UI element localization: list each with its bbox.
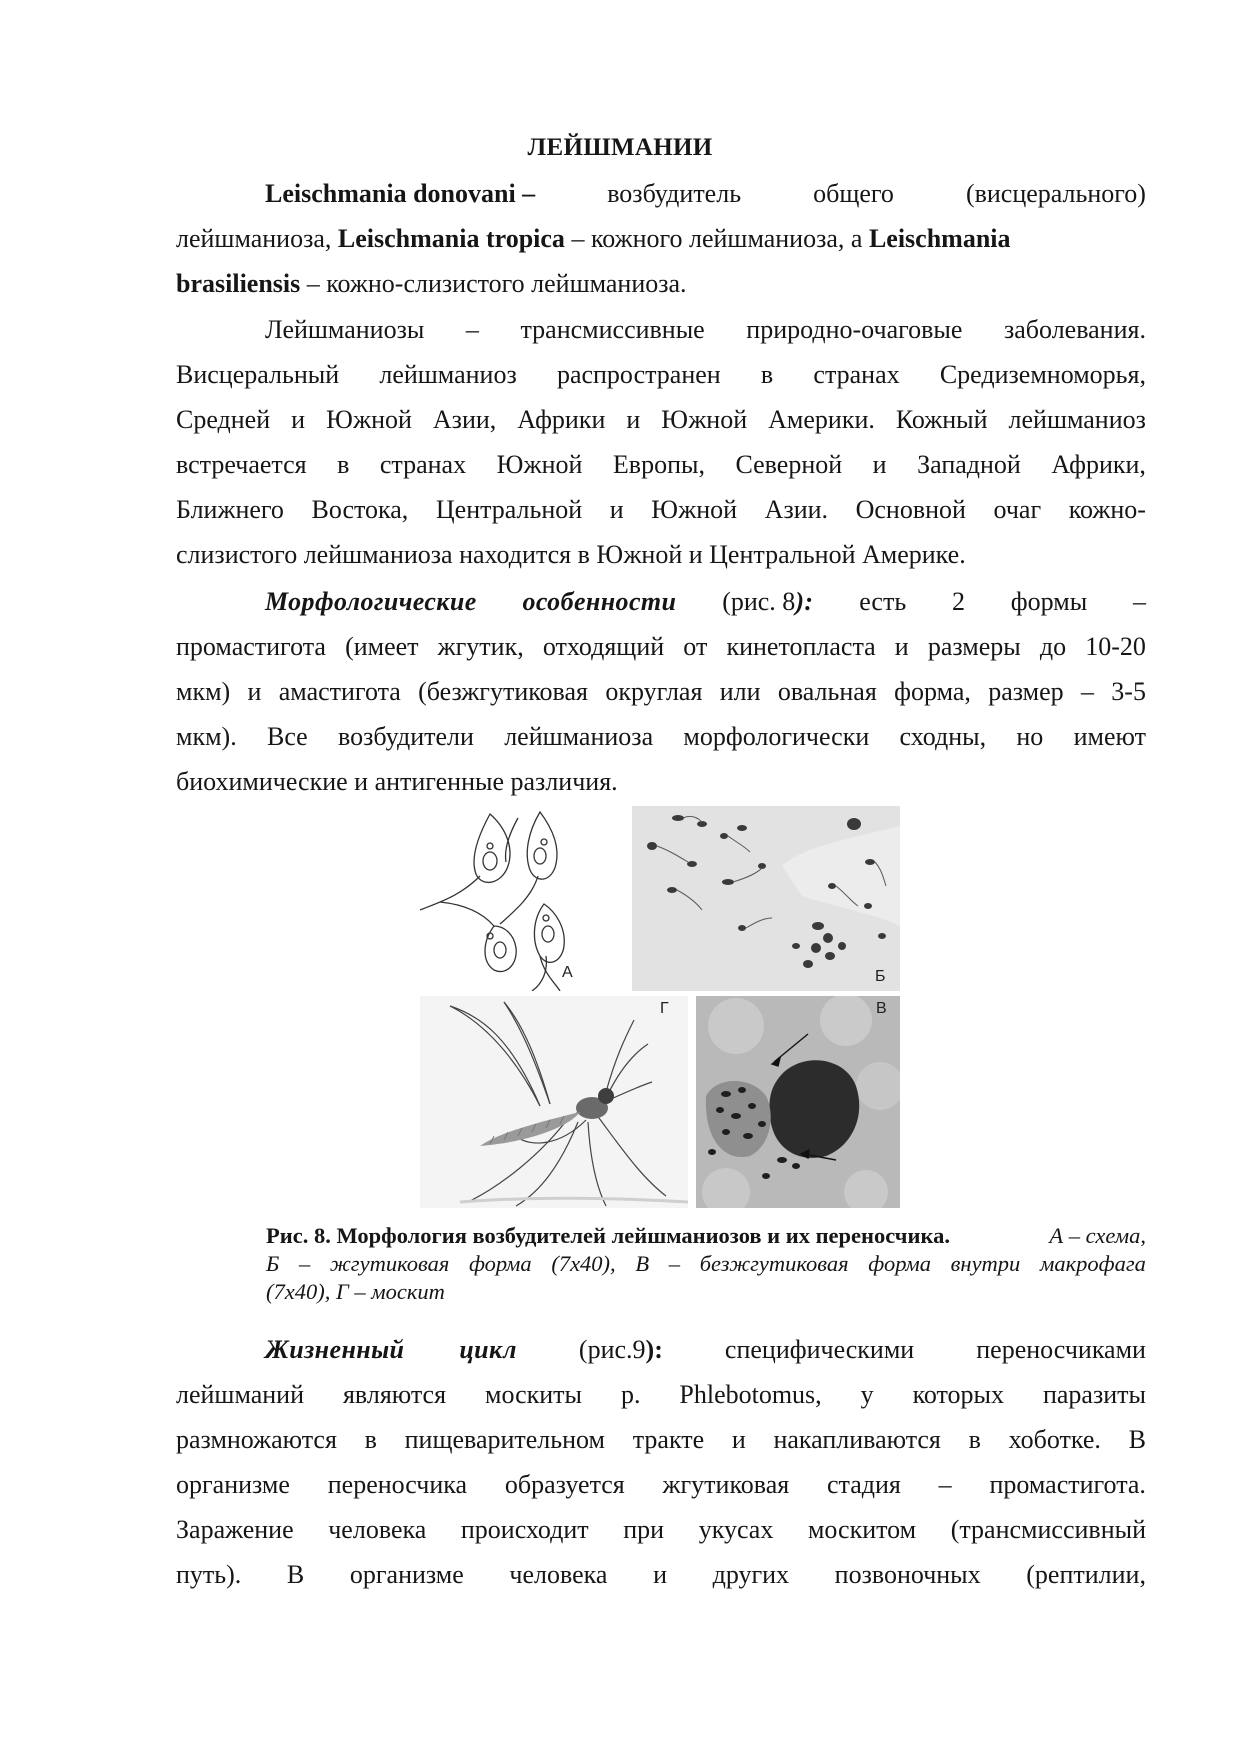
text-span: происходит (460, 1515, 589, 1544)
paragraph-line (176, 216, 1146, 261)
text-span: отходящий (542, 632, 665, 661)
text-span: природно-очаговые (746, 315, 963, 344)
paragraph-line (176, 1372, 1146, 1417)
text-span: В (635, 1251, 650, 1276)
text-span: (7х40), Г – москит (266, 1279, 445, 1304)
caption-line (266, 1250, 1146, 1278)
panel-label-v: В (876, 1000, 887, 1017)
text-span: стадия (827, 1470, 901, 1499)
figure-panel-g-sandfly (420, 996, 688, 1208)
text-span: Средней (176, 405, 271, 434)
text-span: – (938, 1470, 952, 1499)
figure-8 (420, 806, 900, 1208)
text-span: Кожный (895, 405, 988, 434)
text-span: – (298, 1251, 311, 1276)
text-span: Азии, (432, 405, 497, 434)
paragraph-2 (176, 307, 1146, 577)
text-span: (имеет (345, 632, 419, 661)
figure-panel-a-scheme (420, 806, 618, 991)
panel-label-g: Г (660, 1000, 669, 1017)
text-span: или (719, 677, 761, 706)
text-span: Центральной (435, 495, 583, 524)
text-span: хоботке. (1008, 1425, 1101, 1454)
caption-line (266, 1278, 1146, 1306)
text-span: р. (620, 1380, 641, 1409)
text-span: Средиземноморья, (939, 360, 1146, 389)
sandfly-drawing (420, 996, 688, 1208)
text-span: форма (868, 1251, 931, 1276)
paragraph-line (176, 171, 1146, 216)
text-span: – (465, 315, 479, 344)
text-span: внутри (950, 1251, 1021, 1276)
text-span: (рептилии, (1026, 1560, 1146, 1589)
text-span: безжгутиковая (699, 1251, 849, 1276)
caption-title: Рис. 8. Морфология возбудителей лейшманиозов и их переносчика. (266, 1223, 950, 1248)
text-span: биохимические и антигенные различия. (176, 767, 618, 796)
text-span: в (760, 360, 774, 389)
text-span: человека (328, 1515, 427, 1544)
text-span: – (1080, 677, 1094, 706)
paragraph-line (176, 532, 1146, 577)
text-span: овальная (777, 677, 877, 706)
panel-label-a: А (562, 964, 573, 981)
text-span: макрофага (1039, 1251, 1146, 1276)
text-span: – (668, 1251, 681, 1276)
text-span: (трансмиссивный (950, 1515, 1146, 1544)
text-span: округлая (605, 677, 703, 706)
text-span: укусах (698, 1515, 774, 1544)
text-span: (рис. 8 (722, 587, 796, 616)
paragraph-line (176, 1327, 1146, 1372)
paragraph-line (176, 1507, 1146, 1552)
paragraph-1 (176, 171, 1146, 306)
text-span: возбудитель (607, 179, 742, 208)
paragraph-line (176, 669, 1146, 714)
text-span: но (1016, 722, 1044, 751)
text-span: и (731, 1425, 746, 1454)
text-span: лейшманиоза, (176, 224, 338, 253)
caption-line (266, 1222, 1146, 1250)
text-span: размеры (927, 632, 1021, 661)
paragraph-line (176, 714, 1146, 759)
text-span: накапливаются (773, 1425, 941, 1454)
promastigote-scheme-drawing (420, 806, 618, 991)
text-span: Все (266, 722, 308, 751)
text-span: Leischmania (868, 224, 1011, 253)
text-span: и (609, 495, 624, 524)
text-span: амастигота (278, 677, 401, 706)
paragraph-line (176, 624, 1146, 669)
text-span: размножаются (176, 1425, 337, 1454)
text-span: 2 (951, 587, 965, 616)
text-span: жгутиковая (662, 1470, 790, 1499)
text-span: и (291, 405, 306, 434)
text-span: 10-20 (1085, 632, 1146, 661)
text-span: при (623, 1515, 665, 1544)
text-span: человека (509, 1560, 608, 1589)
paragraph-line (176, 307, 1146, 352)
figure-panel-b-flagellate-micrograph (632, 806, 900, 991)
text-span: кинетопласта (726, 632, 876, 661)
text-span: и (247, 677, 262, 706)
text-span: Leischmania donovani – (265, 179, 536, 208)
text-span: морфологически (683, 722, 870, 751)
panel-label-b: Б (875, 968, 886, 985)
text-span: кожно- (1068, 495, 1146, 524)
text-span: позвоночных (834, 1560, 981, 1589)
text-span: мкм) (176, 677, 231, 706)
text-span: Западной (917, 450, 1021, 479)
text-span: трансмиссивные (520, 315, 705, 344)
text-span: очаг (993, 495, 1042, 524)
text-span: особенности (522, 587, 677, 616)
paragraph-line (176, 487, 1146, 532)
text-span: от (683, 632, 708, 661)
text-span: Азии. (764, 495, 829, 524)
text-span: жгутик, (437, 632, 524, 661)
paragraph-line (176, 1417, 1146, 1462)
text-span: ): (645, 1335, 663, 1364)
text-span: Южной (661, 405, 748, 434)
text-span: москиты (484, 1380, 583, 1409)
text-span: странах (813, 360, 900, 389)
text-span: Лейшманиозы (265, 315, 425, 344)
text-span: Висцеральный (176, 360, 340, 389)
text-span: возбудители (338, 722, 474, 751)
text-span: (рис.9 (578, 1335, 646, 1364)
text-span: специфическими (724, 1335, 915, 1364)
text-span: и (626, 405, 641, 434)
text-span: Америки. (768, 405, 875, 434)
text-span: (висцерального) (965, 179, 1146, 208)
text-span: brasiliensis (176, 269, 301, 298)
page-title: ЛЕЙШМАНИИ (527, 134, 713, 161)
text-span: у (860, 1380, 874, 1409)
text-span: заболевания. (1004, 315, 1146, 344)
text-span: мкм). (176, 722, 237, 751)
text-span: размер (988, 677, 1064, 706)
text-span: Африки (517, 405, 606, 434)
text-span: (7х40), (551, 1251, 616, 1276)
text-span: образуется (504, 1470, 625, 1499)
text-span: Морфологические (265, 587, 477, 616)
paragraph-4 (176, 1327, 1146, 1597)
figure-caption (266, 1222, 1146, 1306)
text-span: Leischmania tropica (337, 224, 565, 253)
text-span: москитом (807, 1515, 917, 1544)
text-span: промастигота. (989, 1470, 1146, 1499)
paragraph-line (176, 352, 1146, 397)
text-span: сходны, (899, 722, 987, 751)
text-span: распространен (556, 360, 721, 389)
text-span: пищеварительном (404, 1425, 606, 1454)
text-span: в (364, 1425, 377, 1454)
text-span: Южной (651, 495, 738, 524)
text-span: паразиты (1042, 1380, 1146, 1409)
text-span: Phlebotomus, (679, 1380, 822, 1409)
text-span: Основной (855, 495, 966, 524)
text-span: жгутиковая (329, 1251, 450, 1276)
text-span (722, 579, 813, 624)
paragraph-line (176, 261, 1146, 306)
text-span: Европы, (612, 450, 705, 479)
text-span: В (1128, 1425, 1146, 1454)
text-span: встречается (176, 450, 307, 479)
paragraph-line (176, 1462, 1146, 1507)
paragraph-line (176, 1552, 1146, 1597)
text-span: 3-5 (1111, 677, 1146, 706)
paragraph-line (176, 442, 1146, 487)
text-span: ): (795, 587, 814, 616)
text-span: – кожно-слизистого лейшманиоза. (300, 269, 687, 298)
text-span: организме (176, 1470, 290, 1499)
text-span: промастигота (176, 632, 326, 661)
text-span: Б (266, 1251, 280, 1276)
text-span: до (1039, 632, 1067, 661)
text-span: и (653, 1560, 667, 1589)
flagellate-form-micrograph (632, 806, 900, 991)
text-span: являются (342, 1380, 447, 1409)
text-span: Востока, (311, 495, 409, 524)
text-span: других (712, 1560, 790, 1589)
text-span: слизистого лейшманиоза находится в Южной и Центральной Америке. (176, 540, 966, 569)
text-span: Южной (326, 405, 412, 434)
text-span: есть (859, 587, 907, 616)
text-span (579, 1327, 663, 1372)
text-span: в (968, 1425, 981, 1454)
text-span: переносчика (327, 1470, 468, 1499)
figure-panel-v-macrophage (696, 996, 900, 1208)
text-span: формы (1010, 587, 1088, 616)
text-span: форма, (894, 677, 971, 706)
text-span: которых (912, 1380, 1005, 1409)
text-span: Ближнего (176, 495, 284, 524)
text-span: В (286, 1560, 305, 1589)
text-span: путь). (176, 1560, 242, 1589)
paragraph-line (176, 397, 1146, 442)
text-span: Заражение (176, 1515, 294, 1544)
text-span: странах (379, 450, 467, 479)
text-span: Африки, (1051, 450, 1146, 479)
text-span: Жизненный цикл (265, 1335, 517, 1364)
text-span: лейшманий (176, 1380, 305, 1409)
text-span: – (1132, 587, 1146, 616)
text-span: А – схема, (1049, 1223, 1146, 1248)
text-span: организме (349, 1560, 464, 1589)
text-span: лейшманиоз (379, 360, 517, 389)
text-span: – кожного лейшманиоза, а (564, 224, 869, 253)
paragraph-line (176, 579, 1146, 624)
text-span: (безжгутиковая (418, 677, 588, 706)
text-span: имеют (1073, 722, 1146, 751)
text-span: Северной (735, 450, 843, 479)
text-span: тракте (632, 1425, 705, 1454)
text-span: и (872, 450, 887, 479)
text-span: переносчиками (976, 1335, 1146, 1364)
paragraph-3 (176, 579, 1146, 804)
text-span: Южной (496, 450, 583, 479)
text-span: общего (813, 179, 894, 208)
paragraph-line (176, 759, 1146, 804)
amastigote-macrophage-micrograph (696, 996, 900, 1208)
text-span: лейшманиоза (504, 722, 654, 751)
text-span: и (894, 632, 909, 661)
text-span: форма (468, 1251, 532, 1276)
text-span: лейшманиоз (1008, 405, 1146, 434)
text-span: в (337, 450, 350, 479)
